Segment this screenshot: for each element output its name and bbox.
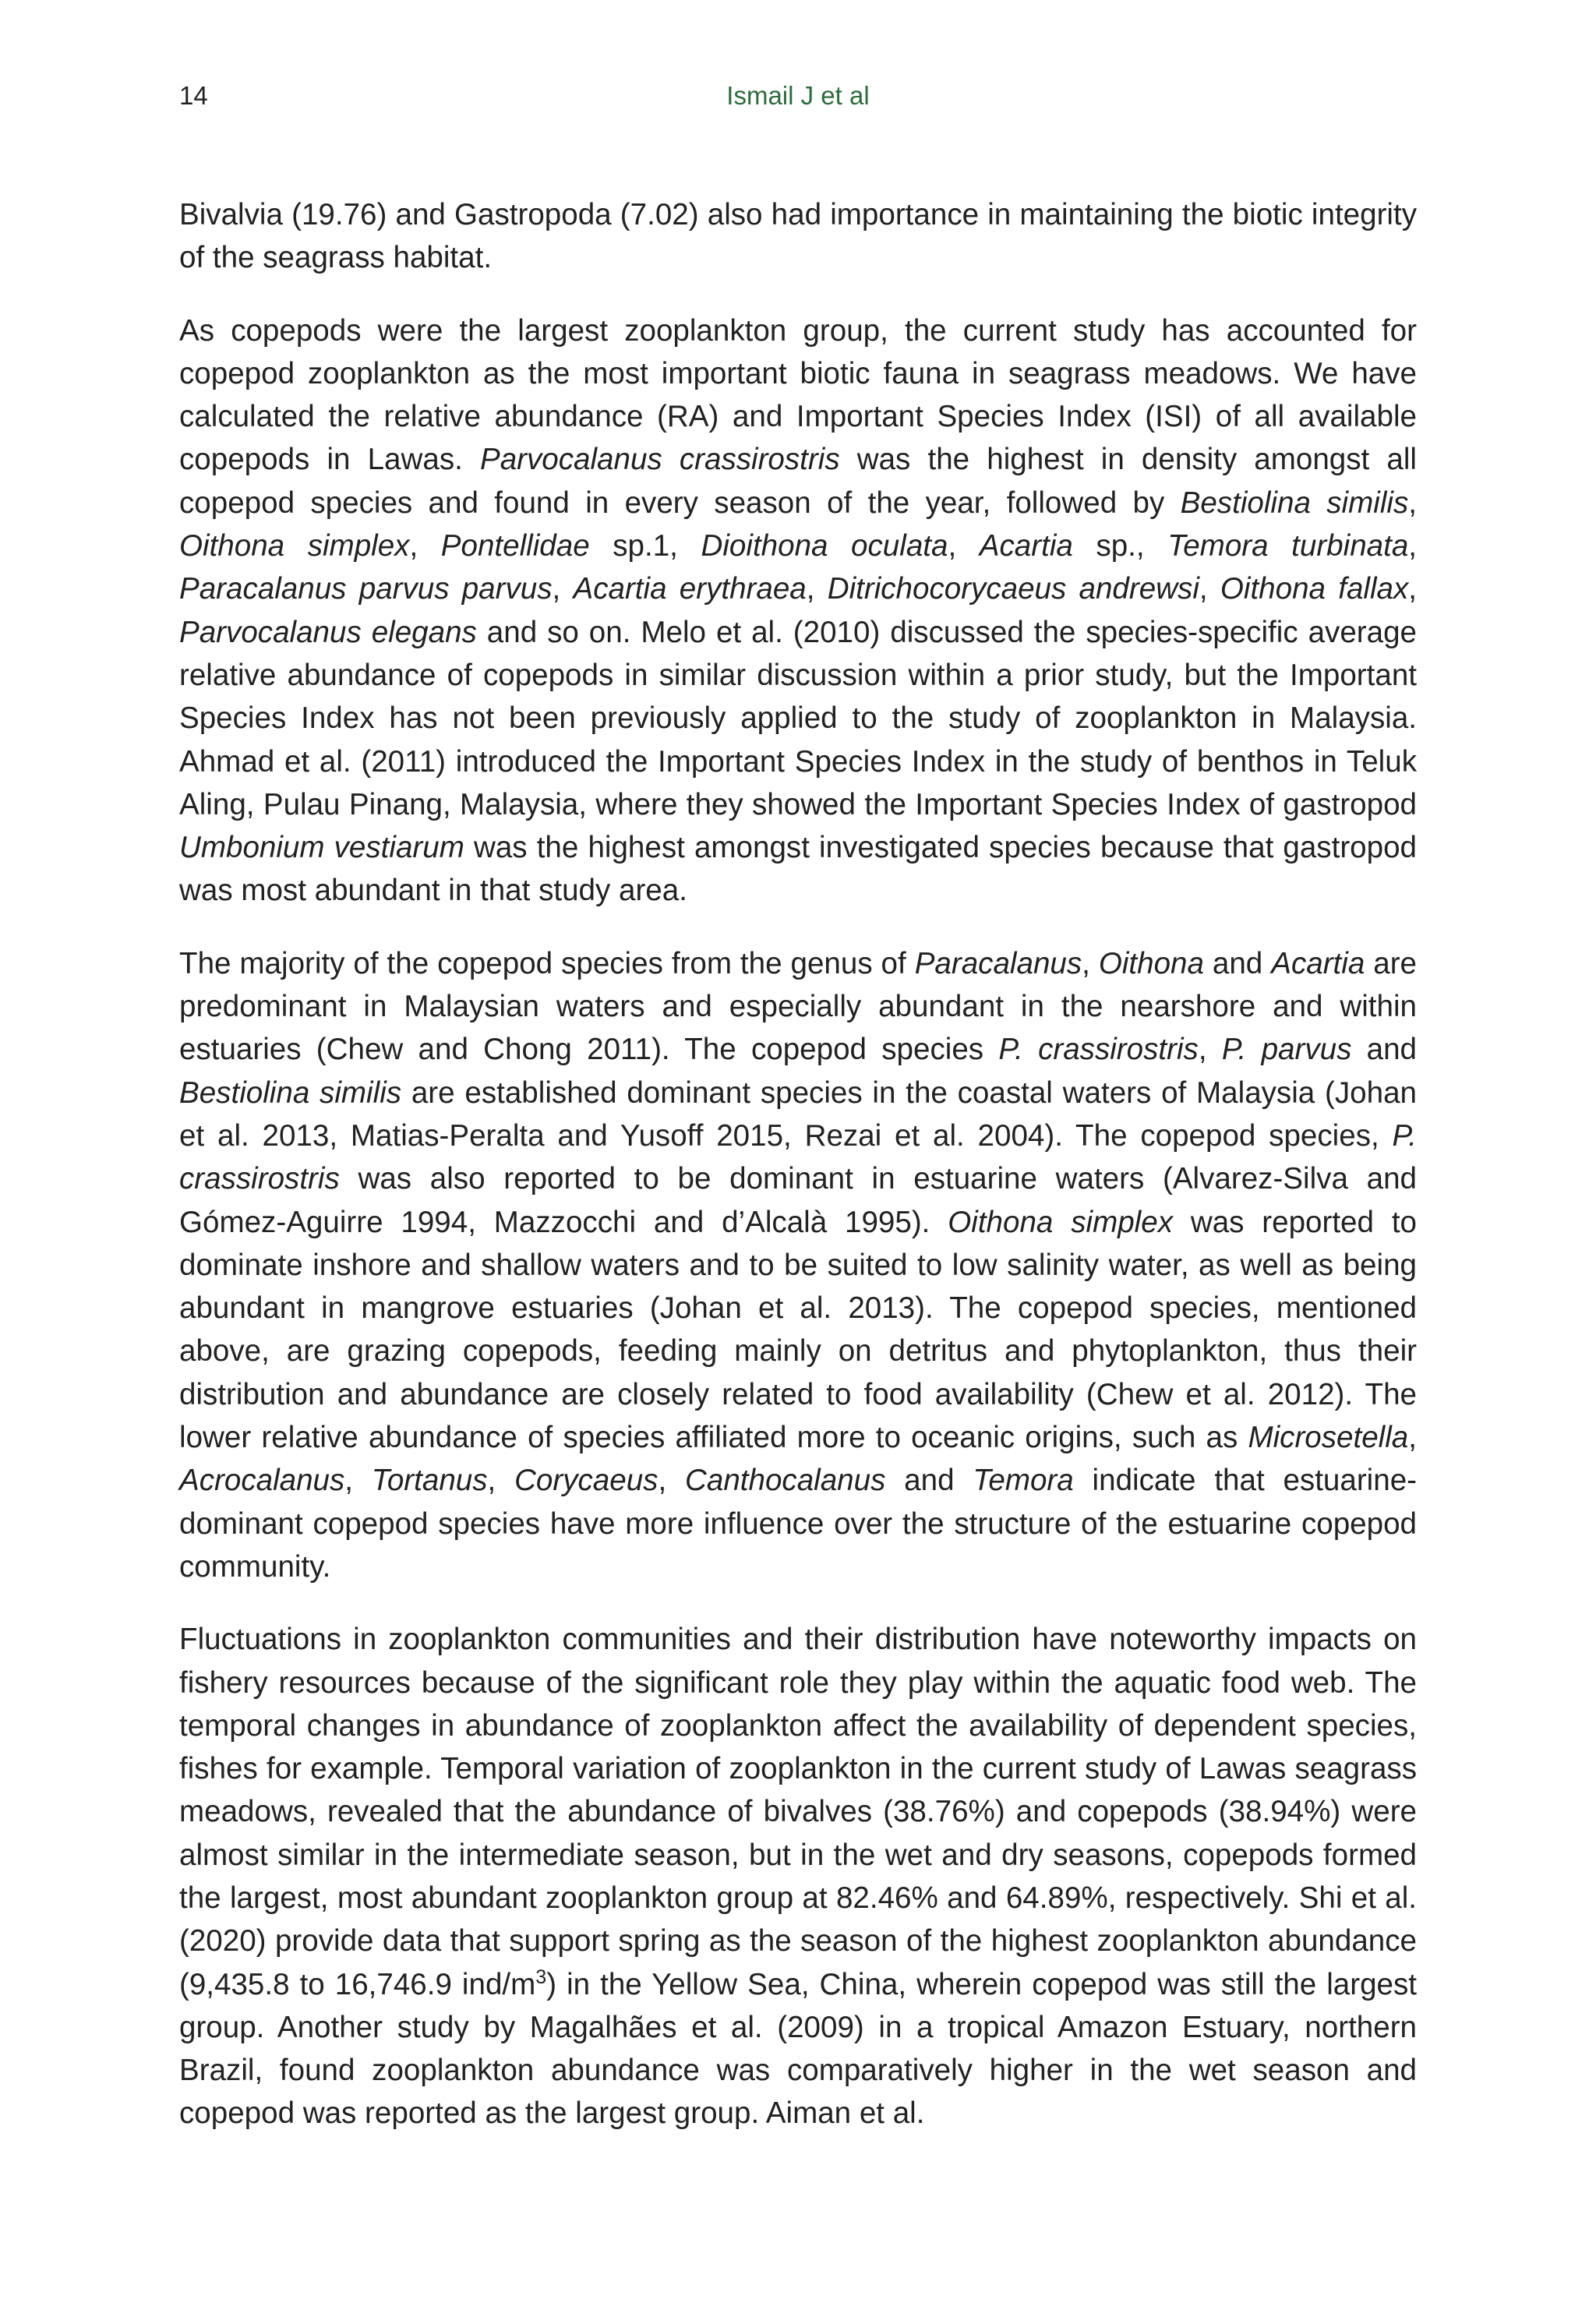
italic-term: Temora [973, 1464, 1074, 1498]
body-text [179, 193, 1417, 2135]
paragraph [179, 942, 1417, 1588]
italic-term: Paracalanus [914, 946, 1082, 980]
text-run: As copepods were the largest zooplankton group, the current study has accounted for copepod zooplankton as the most important biotic fauna in seagrass meadows. We have calculated the relative abundance (RA) and Important Species Index (ISI) of all available copepods in Lawas. [179, 313, 1417, 477]
text-run: was also reported to be dominant in estuarine waters (Alvarez-Silva and Gómez-Aguirre 1994, Mazzocchi and d’Alcalà 1995). [179, 1162, 1417, 1239]
text-run: are established dominant species in the coastal waters of Malaysia (Johan et al. 2013, Matias-Peralta and Yusoff 2015, Rezai et al. 2004). The copepod species, [179, 1075, 1417, 1153]
italic-term: Microsetella [1248, 1421, 1409, 1455]
text-run: and [1351, 1033, 1418, 1067]
italic-term: Umbonium vestiarum [179, 831, 464, 865]
italic-term: P. crassirostris [998, 1033, 1199, 1067]
text-run: sp.1, [589, 529, 701, 563]
italic-term: Paracalanus parvus parvus [179, 572, 553, 606]
text-run: was reported to dominate inshore and shallow waters and to be suited to low salinity water, as well as being abundant in mangrove estuaries (Johan et al. 2013). The copepod species, mentioned above, are grazing copepods, feeding mainly on detritus and phytoplankton, thus their distribution and abundance are closely related to food availability (Chew et al. 2012). The lower relative abundance of species affiliated more to oceanic origins, such as [179, 1205, 1417, 1455]
italic-term: Temora turbinata [1167, 529, 1409, 563]
running-title: Ismail J et al [726, 81, 870, 110]
text-run: was the highest amongst investigated species because that gastropod was most abundant in that study area. [179, 831, 1417, 908]
text-run: indicate that estuarine-dominant copepod species have more influence over the structure of the estuarine copepod community. [179, 1464, 1418, 1584]
italic-term: Oithona simplex [179, 529, 410, 563]
italic-term: Canthocalanus [685, 1464, 886, 1498]
text-run: , [1198, 1033, 1222, 1067]
italic-term: Parvocalanus crassirostris [479, 443, 840, 477]
text-run: , [344, 1464, 372, 1498]
text-run: , [1408, 1421, 1417, 1455]
paragraph [179, 193, 1417, 280]
text-run: The majority of the copepod species from the genus of [179, 946, 915, 980]
italic-term: Corycaeus [514, 1464, 659, 1498]
text-run: was the highest in density amongst all copepod species and found in every season of the year, followed by [179, 443, 1417, 520]
text-run: , [1408, 529, 1418, 563]
italic-term: Tortanus [371, 1464, 488, 1498]
text-run: and [1203, 946, 1272, 980]
italic-term: Oithona [1098, 946, 1204, 980]
text-run: ) in the Yellow Sea, China, wherein copepod was still the largest group. Another study by Magalhães et al. (2009) in a tropical Amazon Estuary, northern Brazil, found zooplankton abundance was comparatively higher in the wet season and copepod was reported as the largest group. Aiman et al. [179, 1967, 1417, 2131]
italic-term: P. crassirostris [179, 1118, 1417, 1196]
text-run: sp., [1072, 529, 1168, 563]
paragraph [179, 309, 1417, 913]
text-run: , [806, 572, 828, 606]
text-run: Fluctuations in zooplankton communities and their distribution have noteworthy impacts on fishery resources because of the significant role they play within the aquatic food web. The temporal changes in abundance of zooplankton affect the availability of dependent species, fishes for example. Temporal variation of zooplankton in the current study of Lawas seagrass meadows, revealed that the abundance of bivalves (38.76%) and copepods (38.94%) were almost similar in the intermediate season, but in the wet and dry seasons, copepods formed the largest, most abundant zooplankton group at 82.46% and 64.89%, respectively. Shi et al. (2020) provide data that support spring as the season of the highest zooplankton abundance (9,435.8 to 16,746.9 ind/m [179, 1623, 1417, 2001]
page-header [179, 81, 1417, 118]
italic-term: Ditrichocorycaeus andrewsi [827, 572, 1199, 606]
italic-term: Acartia erythraea [573, 572, 807, 606]
text-run: , [1408, 572, 1418, 606]
paragraph [179, 1618, 1417, 2135]
text-run: , [658, 1464, 685, 1498]
text-run: and [885, 1464, 973, 1498]
text-run: , [1082, 946, 1099, 980]
italic-term: Parvocalanus elegans [179, 615, 477, 649]
italic-term: Dioithona oculata [701, 529, 948, 563]
italic-term: Pontellidae [440, 529, 590, 563]
text-run: , [409, 529, 441, 563]
italic-term: Oithona simplex [948, 1205, 1173, 1239]
text-run: , [1408, 486, 1417, 520]
text-run: , [948, 529, 980, 563]
text-run: , [487, 1464, 515, 1498]
italic-term: Acrocalanus [179, 1464, 345, 1498]
text-run: Bivalvia (19.76) and Gastropoda (7.02) also had importance in maintaining the biotic integrity of the seagrass habitat. [179, 198, 1417, 275]
italic-term: Bestiolina similis [1180, 486, 1409, 520]
text-run: , [552, 572, 574, 606]
italic-term: P. parvus [1221, 1033, 1352, 1067]
italic-term: Acartia [1271, 946, 1365, 980]
text-run: are predominant in Malaysian waters and especially abundant in the nearshore and within estuaries (Chew and Chong 2011). The copepod species [179, 946, 1418, 1067]
italic-term: Bestiolina similis [179, 1075, 402, 1110]
page-number: 14 [179, 81, 208, 110]
italic-term: Acartia [979, 529, 1073, 563]
italic-term: Oithona fallax [1220, 572, 1409, 606]
superscript: 3 [535, 1966, 547, 1988]
text-run: , [1199, 572, 1220, 606]
text-run: and so on. Melo et al. (2010) discussed the species-specific average relative abundance of copepods in similar discussion within a prior study, but the Important Species Index has not been previously applied to the study of zooplankton in Malaysia. Ahmad et al. (2011) introduced the Important Species Index in the study of benthos in Teluk Aling, Pulau Pinang, Malaysia, where they showed the Important Species Index of gastropod [179, 615, 1417, 821]
